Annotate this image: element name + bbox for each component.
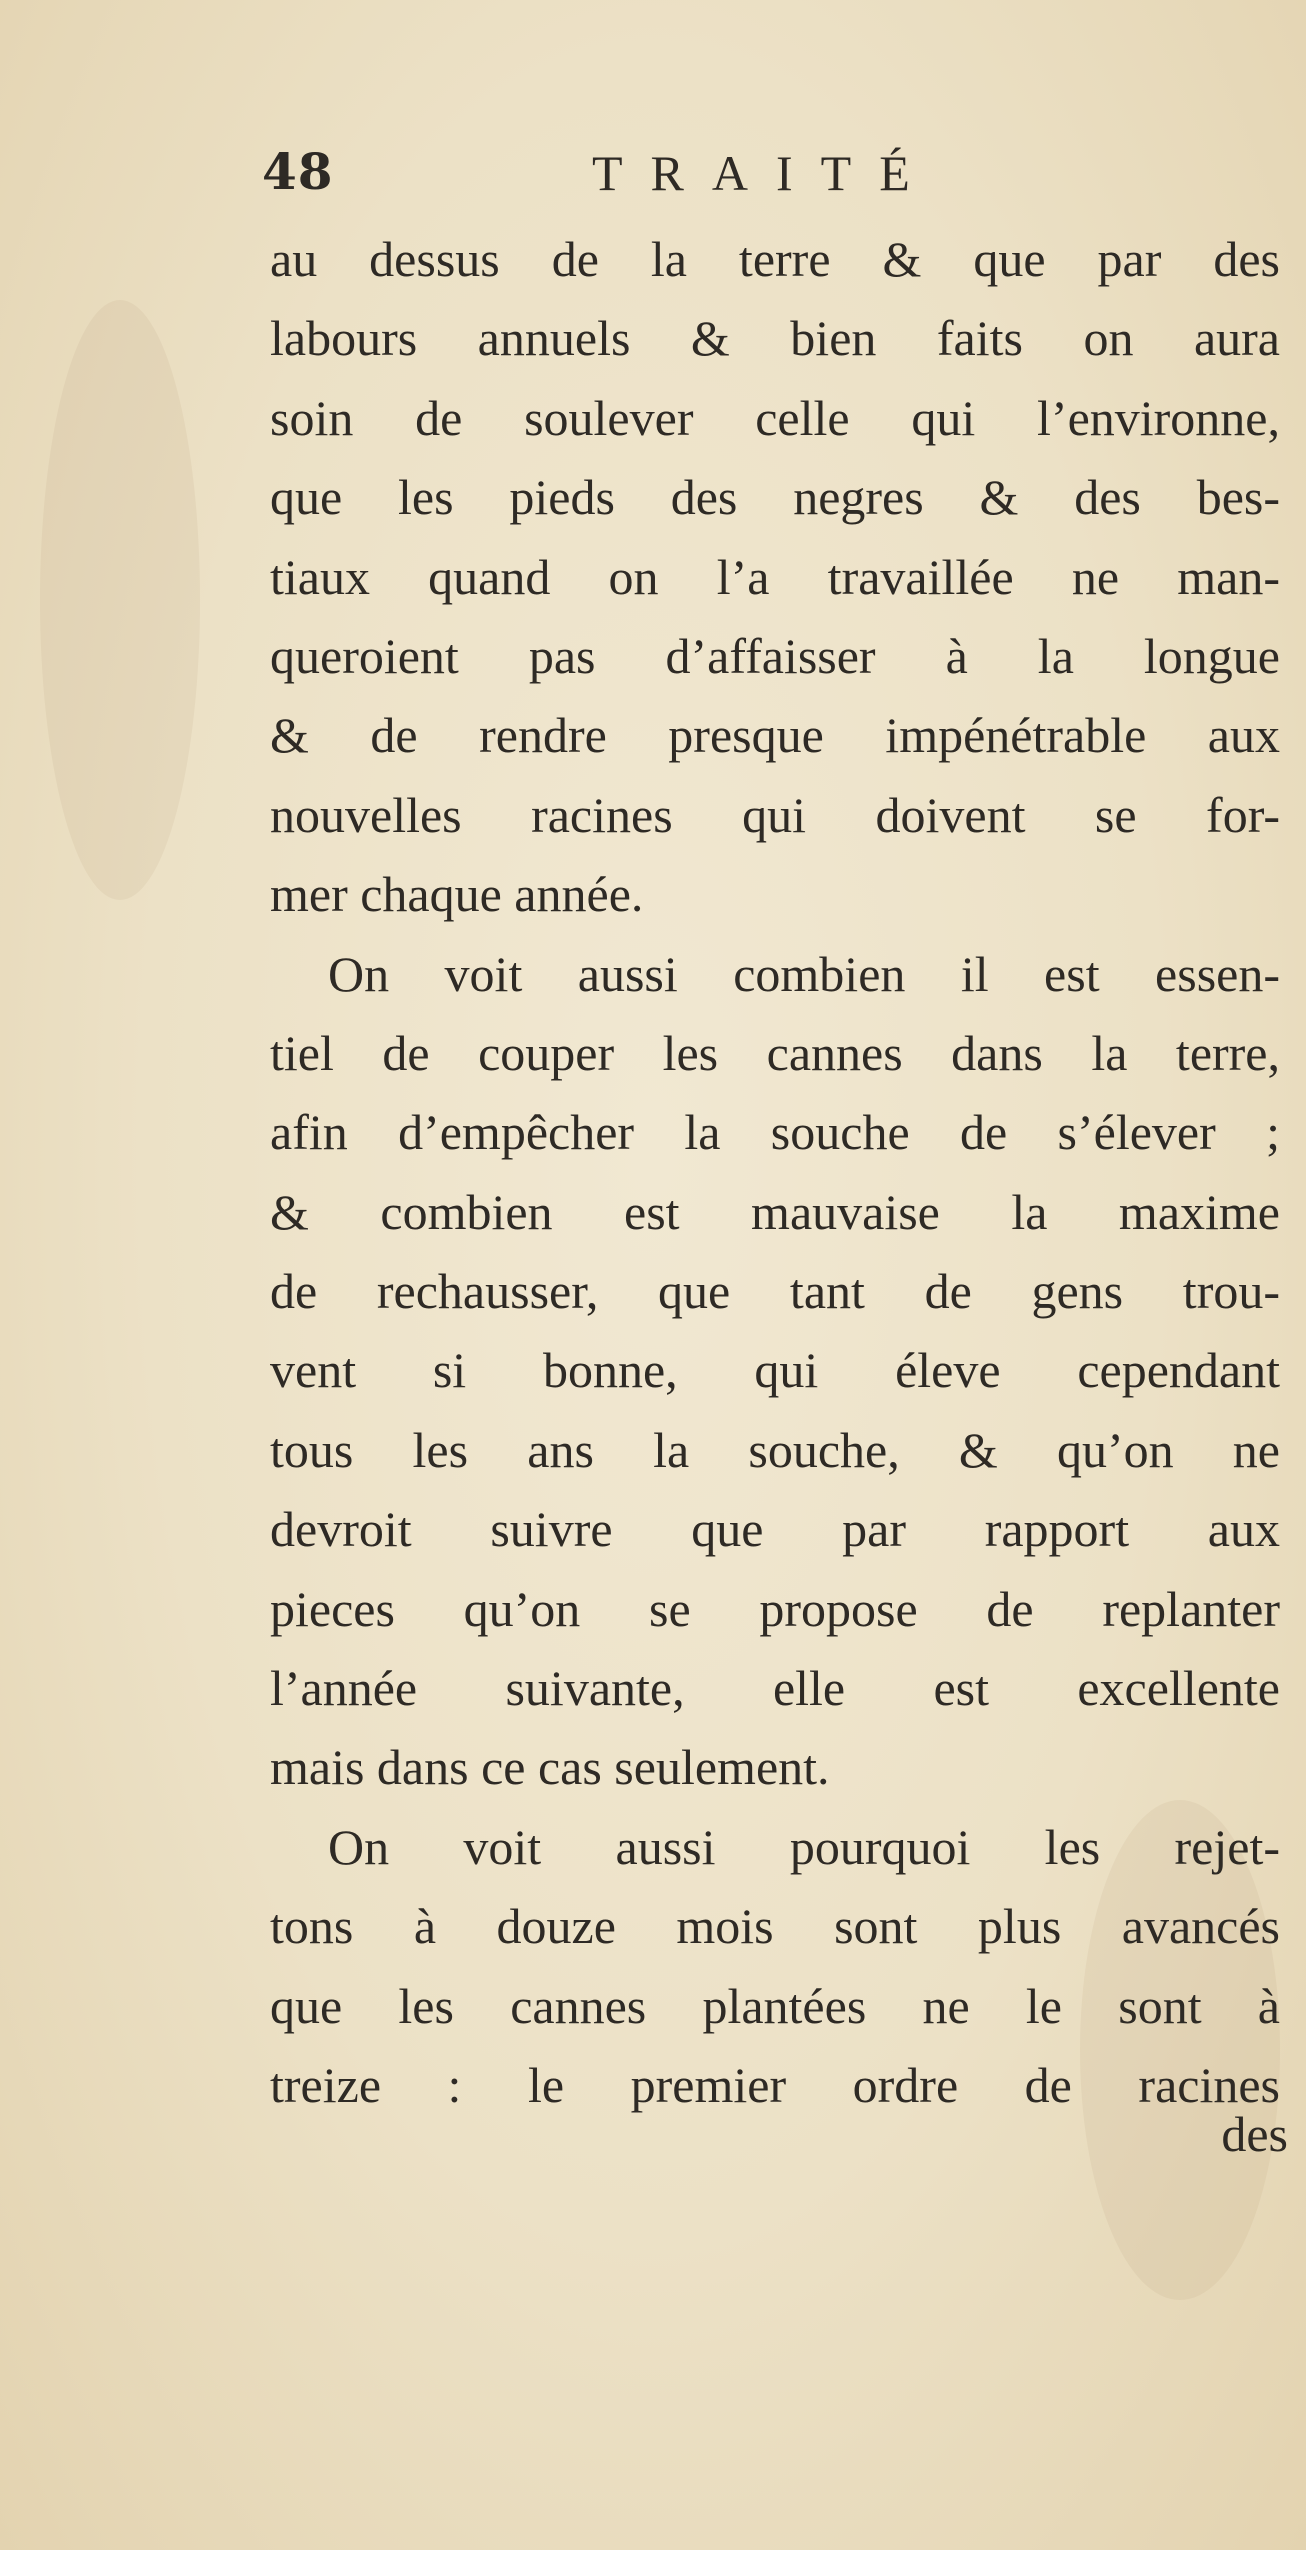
- paragraph-start: On voit aussi combien il est essen-: [328, 945, 1280, 1002]
- text-line: que les pieds des negres & des bes-: [270, 469, 1280, 526]
- catchword: des: [1221, 2106, 1288, 2162]
- text-line: tous les ans la souche, & qu’on ne: [270, 1421, 1280, 1478]
- paper-stain: [40, 300, 200, 900]
- text-line: & combien est mauvaise la maxime: [270, 1183, 1280, 1240]
- text-line: queroient pas d’affaisser à la longue: [270, 627, 1280, 684]
- text-line: au dessus de la terre & que par des: [270, 231, 1280, 287]
- running-title: TRAITÉ: [592, 145, 938, 201]
- text-line: devroit suivre que par rapport aux: [270, 1501, 1280, 1558]
- text-line: que les cannes plantées ne le sont à: [270, 1977, 1280, 2034]
- running-head: [262, 132, 1042, 212]
- text-line: nouvelles racines qui doivent se for-: [270, 786, 1280, 843]
- text-line: afin d’empêcher la souche de s’élever ;: [270, 1104, 1280, 1161]
- text-line: tiel de couper les cannes dans la terre,: [270, 1024, 1280, 1081]
- text-line: labours annuels & bien faits on aura: [270, 310, 1280, 367]
- paragraph-start: On voit aussi pourquoi les rejet-: [328, 1818, 1280, 1875]
- page-number: 48: [262, 142, 334, 201]
- text-line: treize : le premier ordre de racines: [270, 2056, 1280, 2113]
- text-line: pieces qu’on se propose de replanter: [270, 1580, 1280, 1637]
- text-line: mer chaque année.: [270, 866, 644, 923]
- text-line: vent si bonne, qui éleve cependant: [270, 1342, 1280, 1399]
- text-line: & de rendre presque impénétrable aux: [270, 707, 1280, 764]
- text-line: l’année suivante, elle est excellente: [270, 1660, 1280, 1717]
- text-line: soin de soulever celle qui l’environne,: [270, 389, 1280, 446]
- text-line: de rechausser, que tant de gens trou-: [270, 1263, 1280, 1320]
- body-text: [270, 220, 1280, 2125]
- text-line: tiaux quand on l’a travaillée ne man-: [270, 548, 1280, 605]
- text-line: mais dans ce cas seulement.: [270, 1739, 830, 1796]
- text-line: tons à douze mois sont plus avancés: [270, 1898, 1280, 1955]
